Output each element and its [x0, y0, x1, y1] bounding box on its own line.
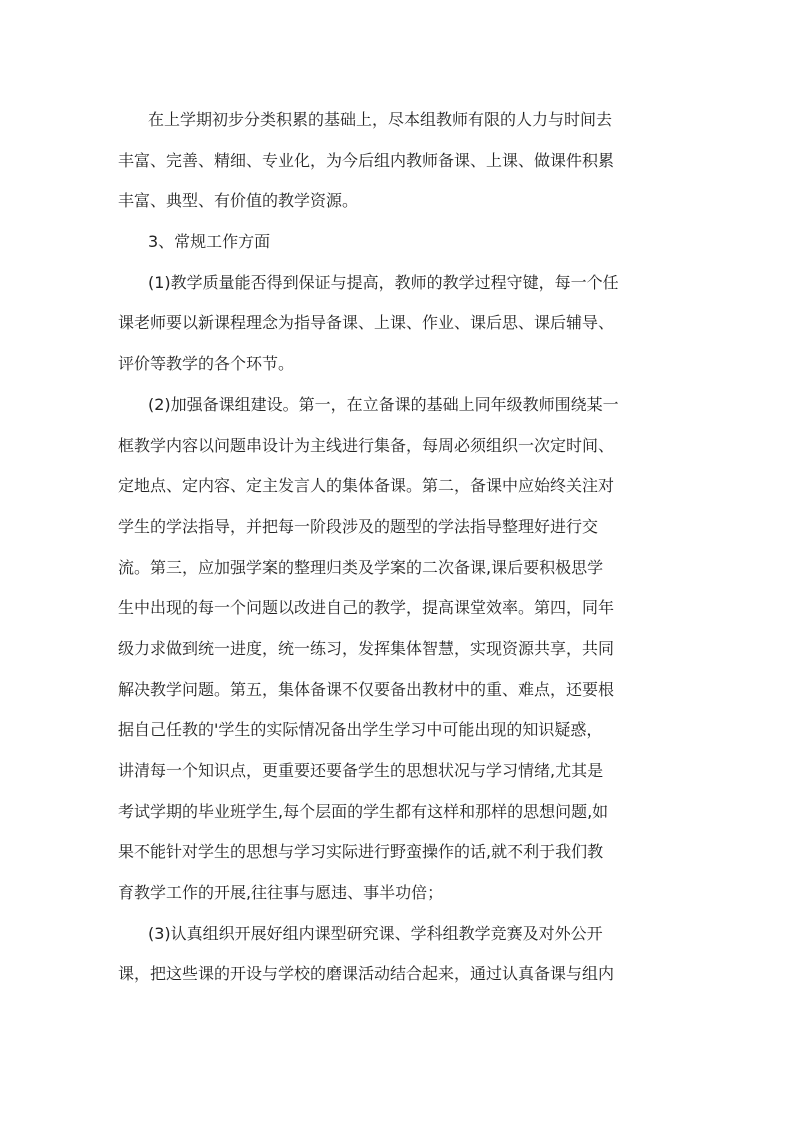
- paragraph-line: (3)认真组织开展好组内课型研究课、学科组教学竞赛及对外公开: [148, 923, 603, 943]
- paragraph-line: 丰富、完善、精细、专业化，为今后组内教师备课、上课、做课件积累: [118, 150, 615, 170]
- paragraph-line: 课老师要以新课程理念为指导备课、上课、作业、课后思、课后辅导、: [118, 313, 615, 333]
- paragraph-line: 在上学期初步分类积累的基础上，尽本组教师有限的人力与时间去: [148, 110, 613, 129]
- paragraph-line: 讲清每一个知识点，更重要还要备学生的思想状况与学习情绪,尤其是: [118, 761, 604, 780]
- paragraph-line: 解决教学问题。第五，集体备课不仅要备出教材中的重、难点，还要根: [118, 679, 615, 699]
- paragraph-line: 学生的学法指导，并把每一阶段涉及的题型的学法指导整理好进行交: [118, 516, 599, 536]
- paragraph-line: 据自己任教的'学生的实际情况备出学生学习中可能出现的知识疑惑，: [118, 720, 603, 740]
- paragraph-line: 考试学期的毕业班学生,每个层面的学生都有这样和那样的思想问题,如: [118, 801, 609, 821]
- paragraph: [118, 385, 676, 914]
- paragraph-line: 果不能针对学生的思想与学习实际进行野蛮操作的话,就不利于我们教: [118, 842, 604, 862]
- paragraph-line: 育教学工作的开展,往往事与愿违、事半功倍；: [118, 883, 444, 903]
- paragraph-line: 评价等教学的各个环节。: [118, 354, 295, 374]
- paragraph-line: 定地点、定内容、定主发言人的集体备课。第二，备课中应始终关注对: [118, 476, 615, 496]
- document-page: [118, 100, 676, 995]
- paragraph-line: (1)教学质量能否得到保证与提高，教师的教学过程守键，每一个任: [148, 272, 619, 292]
- paragraph-line: 丰富、典型、有价值的教学资源。: [118, 191, 359, 211]
- paragraph-line: 流。第三，应加强学案的整理归类及学案的二次备课,课后要积极思学: [118, 557, 604, 577]
- paragraph-line: 课，把这些课的开设与学校的磨课活动结合起来，通过认真备课与组内: [118, 964, 615, 984]
- section-heading: [118, 222, 676, 263]
- paragraph-line: 框教学内容以问题串设计为主线进行集备，每周必须组织一次定时间、: [118, 435, 615, 455]
- section-heading-text: 3、常规工作方面: [148, 232, 271, 252]
- paragraph-line: 级力求做到统一进度，统一练习，发挥集体智慧，实现资源共享，共同: [118, 638, 615, 658]
- paragraph: [118, 914, 676, 995]
- paragraph: [118, 100, 676, 222]
- paragraph-line: 生中出现的每一个问题以改进自己的教学，提高课堂效率。第四，同年: [118, 598, 615, 618]
- paragraph-line: (2)加强备课组建设。第一，在立备课的基础上同年级教师围绕某一: [148, 394, 619, 414]
- paragraph: [118, 263, 676, 385]
